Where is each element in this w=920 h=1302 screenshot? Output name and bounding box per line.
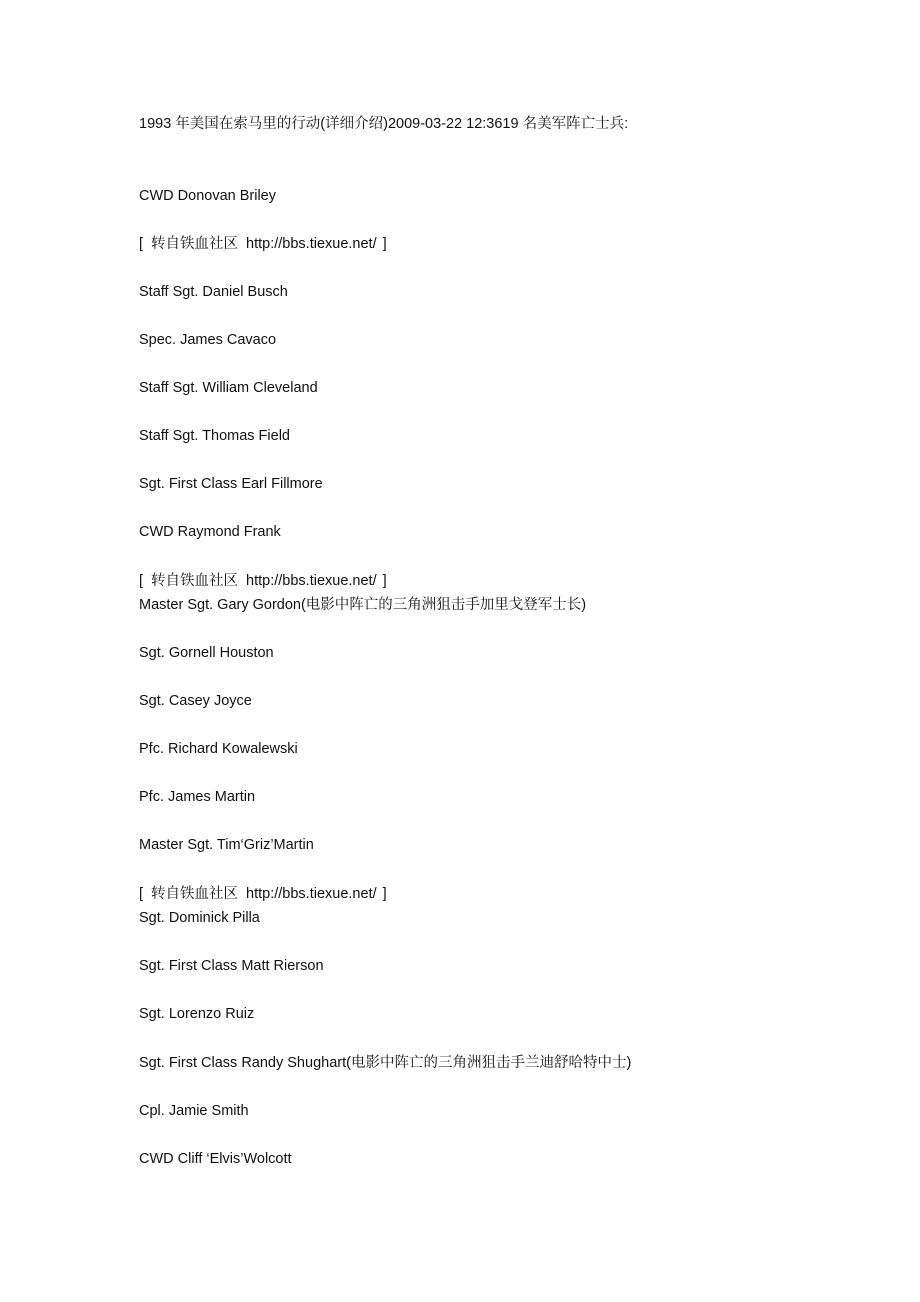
- source-close-bracket: ]: [382, 886, 387, 902]
- source-label: 转自铁血社区: [151, 236, 239, 252]
- source-open-bracket: [: [139, 886, 144, 902]
- name-line: Staff Sgt. Daniel Busch: [139, 284, 288, 300]
- name-line: Sgt. First Class Matt Rierson: [139, 958, 324, 974]
- source-label: 转自铁血社区: [151, 573, 239, 589]
- name-line: Cpl. Jamie Smith: [139, 1103, 249, 1119]
- name-line: Sgt. First Class Randy Shughart(电影中阵亡的三角洲狙击手兰迪舒哈特中士): [139, 1055, 632, 1071]
- source-label: 转自铁血社区: [151, 886, 239, 902]
- name-line: Sgt. Dominick Pilla: [139, 910, 260, 926]
- source-note: [139, 234, 387, 254]
- source-open-bracket: [: [139, 236, 144, 252]
- source-url: http://bbs.tiexue.net/: [246, 573, 377, 589]
- source-note: [139, 884, 387, 904]
- source-open-bracket: [: [139, 573, 144, 589]
- document-header: 1993 年美国在索马里的行动(详细介绍)2009-03-22 12:3619 名美军阵亡士兵:: [139, 116, 629, 132]
- name-line: Sgt. Lorenzo Ruiz: [139, 1006, 255, 1022]
- name-line: Master Sgt. Gary Gordon(电影中阵亡的三角洲狙击手加里戈登军士长): [139, 597, 587, 613]
- source-note: [139, 571, 387, 591]
- name-line: Pfc. James Martin: [139, 789, 256, 805]
- name-line: Sgt. Gornell Houston: [139, 645, 274, 661]
- name-line: Spec. James Cavaco: [139, 332, 277, 348]
- source-close-bracket: ]: [382, 573, 387, 589]
- name-line: CWD Raymond Frank: [139, 524, 281, 540]
- source-close-bracket: ]: [382, 236, 387, 252]
- name-line: CWD Donovan Briley: [139, 188, 276, 204]
- source-url: http://bbs.tiexue.net/: [246, 886, 377, 902]
- name-line: Staff Sgt. Thomas Field: [139, 428, 290, 444]
- source-url: http://bbs.tiexue.net/: [246, 236, 377, 252]
- name-line: CWD Cliff ‘Elvis’Wolcott: [139, 1151, 292, 1167]
- name-line: Master Sgt. Tim‘Griz’Martin: [139, 837, 314, 853]
- name-line: Staff Sgt. William Cleveland: [139, 380, 318, 396]
- name-line: Sgt. First Class Earl Fillmore: [139, 476, 323, 492]
- name-line: Pfc. Richard Kowalewski: [139, 741, 298, 757]
- name-line: Sgt. Casey Joyce: [139, 693, 252, 709]
